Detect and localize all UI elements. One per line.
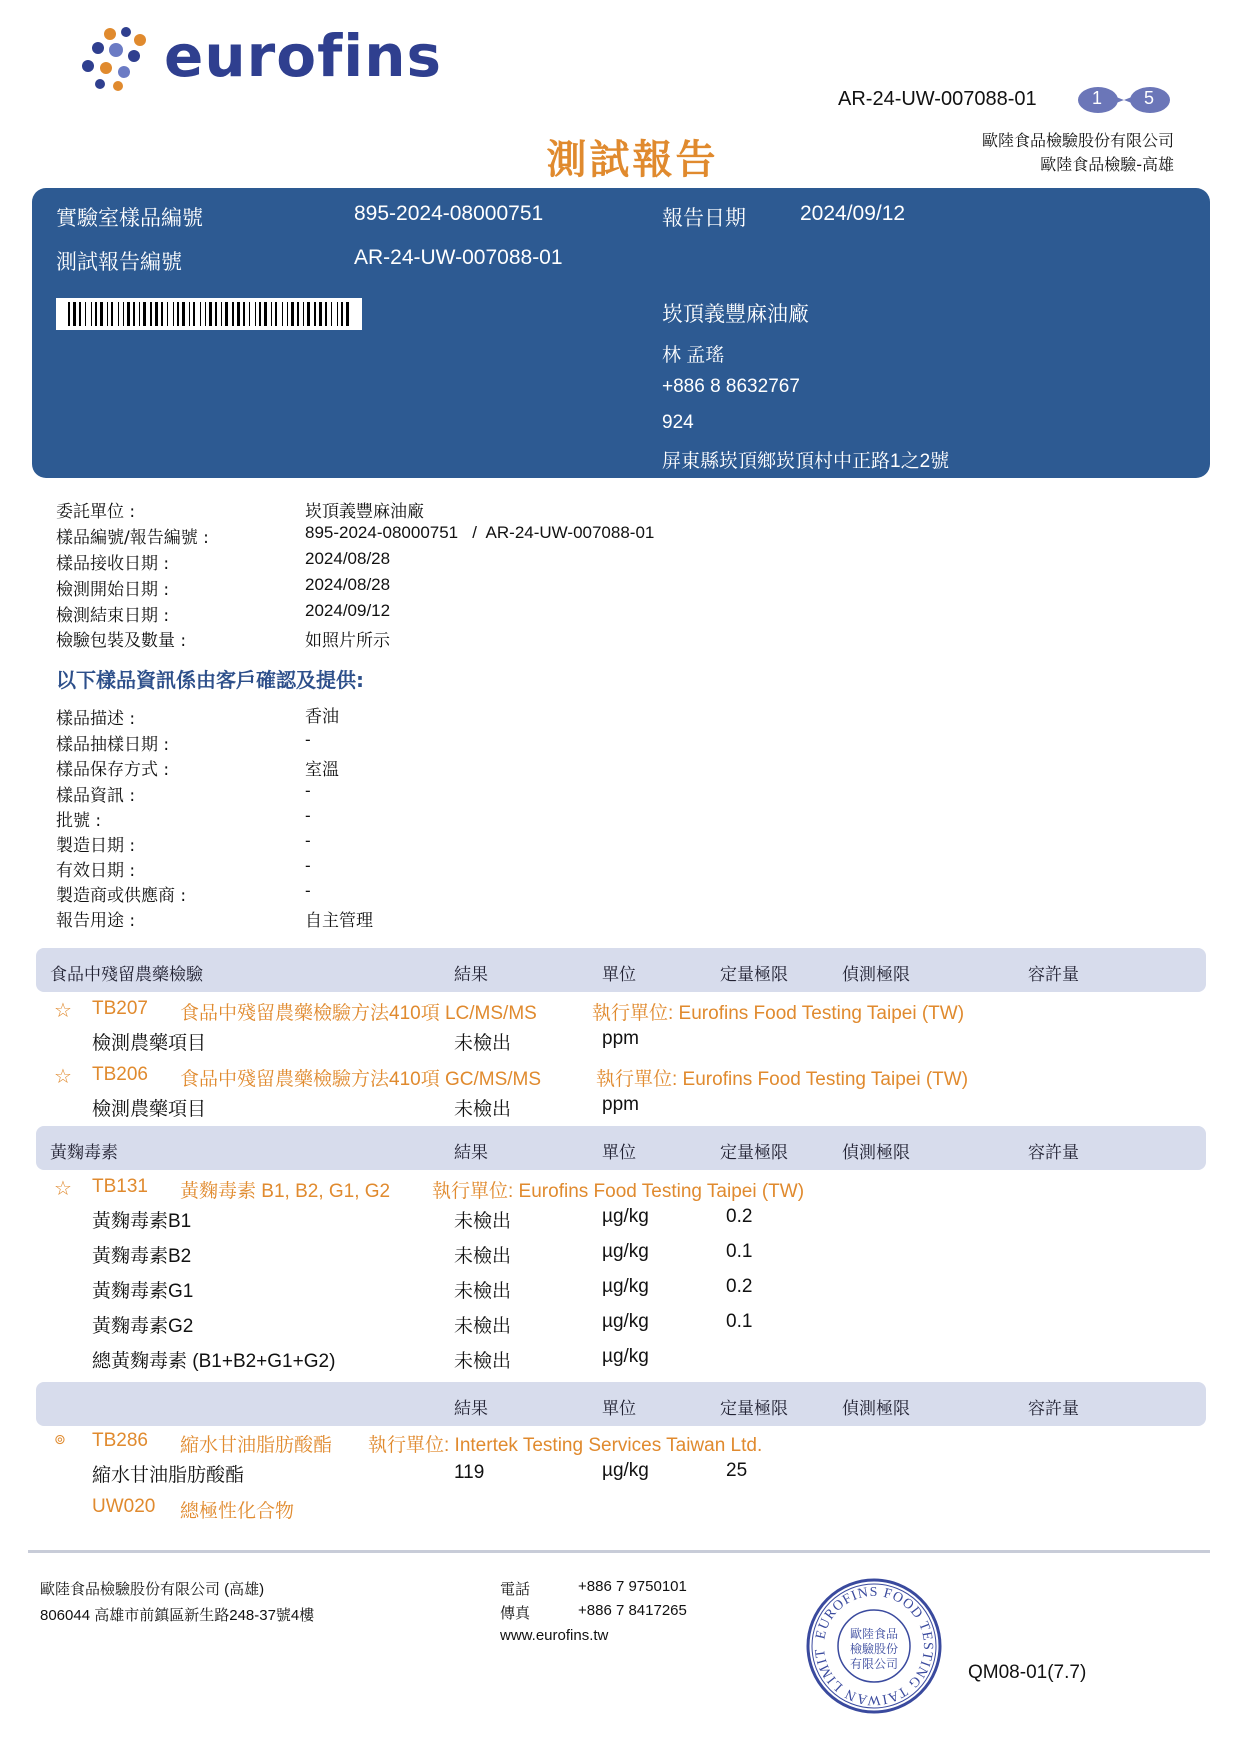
page-title: 測試報告 [546,137,719,183]
info-label: 樣品編號/報告編號 : [56,528,209,548]
client-info-label: 樣品資訊 : [56,786,136,806]
row-unit: µg/kg [602,1346,649,1367]
star-icon: ☆ [54,1176,72,1200]
info-value: 崁頂義豐麻油廠 [305,502,424,521]
client-info-value: - [305,781,311,800]
test-name-extra: 總極性化合物 [180,1501,295,1522]
test-loq: 25 [726,1460,748,1481]
col-loq: 定量極限 [720,1143,788,1163]
row-result: 未檢出 [454,1246,512,1267]
test-unit: ppm [602,1028,639,1049]
client-info-value: - [305,831,311,850]
test-unit: ppm [602,1094,639,1115]
test-lab: 執行單位: Intertek Testing Services Taiwan Ltd. [368,1435,763,1456]
col-lod: 偵測極限 [842,1399,910,1419]
test-result: 未檢出 [454,1033,512,1054]
test-name: 縮水甘油脂肪酸酯 [180,1435,333,1456]
footer-tel: +886 7 9750101 [578,1578,687,1595]
col-unit: 單位 [602,1399,636,1419]
footer-fax-label: 傳真 [500,1605,531,1622]
svg-text:檢驗股份: 檢驗股份 [849,1642,899,1656]
report-date-label: 報告日期 [662,207,746,230]
row-item: 黃麴毒素B1 [92,1211,192,1232]
lab-sample-value: 895-2024-08000751 [354,202,544,225]
col-tolerance: 容許量 [1028,1143,1079,1163]
client-contact: 林 孟瑤 [662,345,725,366]
row-loq: 0.1 [726,1241,753,1262]
client-phone: +886 8 8632767 [662,376,800,397]
row-item: 黃麴毒素G2 [92,1316,194,1337]
client-name: 崁頂義豐麻油廠 [662,303,809,326]
info-label: 檢測結束日期 : [56,606,170,626]
client-info-label: 製造商或供應商 : [56,886,187,906]
client-info-label: 樣品保存方式 : [56,760,170,780]
star-icon: ☆ [54,1064,72,1088]
test-lab: 執行單位: Eurofins Food Testing Taipei (TW) [592,1003,965,1024]
footer-divider [28,1550,1210,1553]
test-name: 食品中殘留農藥檢驗方法410項 LC/MS/MS [180,1003,537,1024]
row-loq: 0.2 [726,1276,753,1297]
company-branch: 歐陸食品檢驗-高雄 [1040,155,1174,174]
client-info-value: 室溫 [305,760,339,779]
client-info-label: 批號 : [56,811,102,831]
row-unit: µg/kg [602,1276,649,1297]
row-result: 未檢出 [454,1281,512,1302]
barcode [56,298,362,330]
client-info-label: 樣品描述 : [56,709,136,729]
col-result: 結果 [454,1399,488,1419]
test-code: TB131 [92,1176,148,1197]
info-value: 2024/08/28 [305,549,391,568]
client-info-label: 製造日期 : [56,836,136,856]
info-value: 895-2024-08000751 / AR-24-UW-007088-01 [305,523,655,542]
test-name: 食品中殘留農藥檢驗方法410項 GC/MS/MS [180,1069,542,1090]
footer-website[interactable]: www.eurofins.tw [500,1627,609,1644]
info-label: 委託單位 : [56,502,136,522]
test-unit: µg/kg [602,1460,649,1481]
client-section-title: 以下樣品資訊係由客戶確認及提供: [56,668,364,692]
client-info-value: - [305,881,311,900]
col-lod: 偵測極限 [842,965,910,985]
col-unit: 單位 [602,1143,636,1163]
col-tolerance: 容許量 [1028,965,1079,985]
svg-text:歐陸食品: 歐陸食品 [849,1627,899,1641]
test-item: 縮水甘油脂肪酸酯 [92,1465,245,1486]
client-info-label: 有效日期 : [56,861,136,881]
footer-address: 806044 高雄市前鎮區新生路248-37號4樓 [40,1607,315,1624]
col-result: 結果 [454,965,488,985]
client-info-value: 自主管理 [305,911,373,930]
test-code-extra: UW020 [92,1496,156,1517]
client-info-label: 報告用途 : [56,911,136,931]
client-address: 屏東縣崁頂鄉崁頂村中正路1之2號 [662,451,950,472]
lab-sample-label: 實驗室樣品編號 [56,207,203,230]
client-zip: 924 [662,412,694,433]
svg-text:EUROFINS FOOD TESTING TAIWAN L: EUROFINS FOOD TESTING TAIWAN LIMIT [812,1584,936,1708]
report-no-label: 測試報告編號 [56,251,182,274]
report-date-value: 2024/09/12 [800,202,906,225]
client-info-value: 香油 [305,707,339,726]
row-loq: 0.2 [726,1206,753,1227]
page-current: 1 [1092,88,1103,108]
client-info-label: 樣品抽樣日期 : [56,735,170,755]
col-loq: 定量極限 [720,1399,788,1419]
section-header-glycidyl [36,1382,1206,1426]
company-seal [804,1576,944,1716]
col-lod: 偵測極限 [842,1143,910,1163]
row-item: 總黃麴毒素 (B1+B2+G1+G2) [92,1351,336,1372]
section-title: 黃麴毒素 [50,1143,118,1163]
section-header-aflatoxin [36,1126,1206,1170]
accredited-mark-icon: ⊚ [54,1432,66,1448]
test-lab: 執行單位: Eurofins Food Testing Taipei (TW) [432,1181,805,1202]
row-loq: 0.1 [726,1311,753,1332]
footer-company: 歐陸食品檢驗股份有限公司 (高雄) [40,1581,265,1598]
barcode-icon [56,298,362,330]
test-code: TB206 [92,1064,148,1085]
row-item: 黃麴毒素B2 [92,1246,192,1267]
seal-stamp-icon [804,1576,944,1716]
test-name: 黃麴毒素 B1, B2, G1, G2 [180,1181,391,1202]
eurofins-logo [80,22,443,92]
company-name: 歐陸食品檢驗股份有限公司 [981,131,1174,150]
row-unit: µg/kg [602,1206,649,1227]
header-report-number: AR-24-UW-007088-01 [838,88,1037,110]
page-indicator [1078,86,1170,114]
row-unit: µg/kg [602,1311,649,1332]
test-item: 檢測農藥項目 [92,1033,207,1054]
info-value: 如照片所示 [305,631,390,650]
footer-fax: +886 7 8417265 [578,1602,687,1619]
info-label: 檢測開始日期 : [56,580,170,600]
summary-box [32,188,1210,478]
page-total: 5 [1144,88,1155,108]
svg-text:有限公司: 有限公司 [849,1657,899,1671]
col-tolerance: 容許量 [1028,1399,1079,1419]
logo-dots-icon [80,26,164,92]
test-result: 119 [454,1462,485,1483]
info-label: 樣品接收日期 : [56,554,170,574]
row-result: 未檢出 [454,1211,512,1232]
col-result: 結果 [454,1143,488,1163]
star-icon: ☆ [54,998,72,1022]
col-unit: 單位 [602,965,636,985]
test-code: TB207 [92,998,148,1019]
footer-tel-label: 電話 [500,1581,531,1598]
client-info-value: - [305,806,311,825]
info-value: 2024/08/28 [305,575,391,594]
section-header-pesticides [36,948,1206,992]
row-result: 未檢出 [454,1351,512,1372]
client-info-value: - [305,856,311,875]
row-unit: µg/kg [602,1241,649,1262]
test-result: 未檢出 [454,1099,512,1120]
row-result: 未檢出 [454,1316,512,1337]
info-value: 2024/09/12 [305,601,391,620]
col-loq: 定量極限 [720,965,788,985]
test-lab: 執行單位: Eurofins Food Testing Taipei (TW) [596,1069,969,1090]
section-title: 食品中殘留農藥檢驗 [50,965,203,985]
test-item: 檢測農藥項目 [92,1099,207,1120]
form-code: QM08-01(7.7) [968,1662,1087,1683]
test-code: TB286 [92,1430,148,1451]
report-no-value: AR-24-UW-007088-01 [354,246,563,269]
client-info-value: - [305,730,311,749]
row-item: 黃麴毒素G1 [92,1281,194,1302]
info-label: 檢驗包裝及數量 : [56,631,187,651]
logo-text: eurofins [164,22,443,90]
